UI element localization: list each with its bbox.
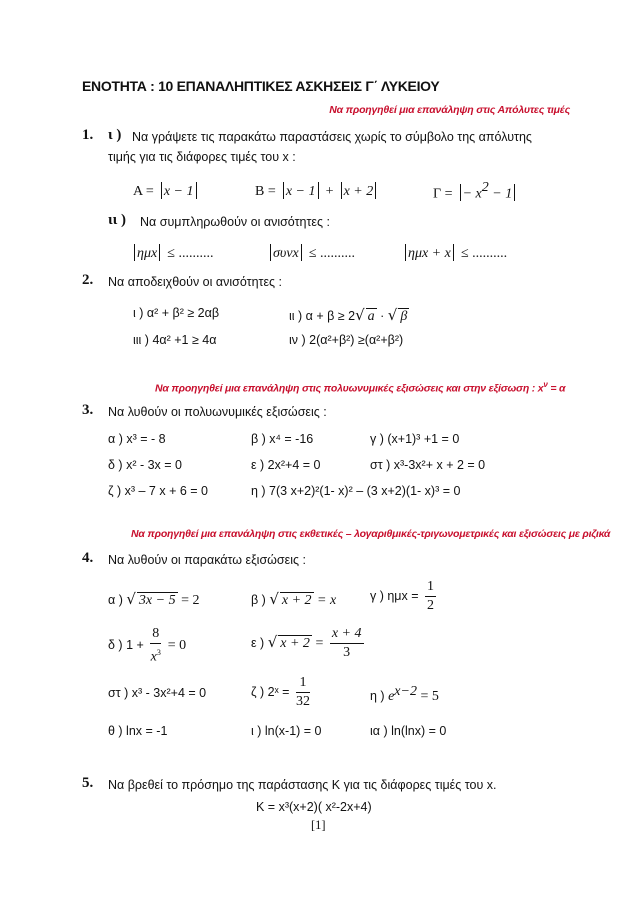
q4-b: β ) √ x + 2 = x (251, 590, 337, 608)
q4-e: ε ) √ x + 2 = $\frac{x + 4}{3}$ (251, 626, 362, 660)
note-exponential: Να προηγηθεί μια επανάληψη στις εκθετικές – λογαριθμικές-τριγωνομετρικές και εξισώσεις με ριζικά (131, 528, 611, 540)
q4-h: η ) $e^{x-2} = 5$ (370, 684, 439, 705)
q3-st: στ ) x³-3x²+ x + 2 = 0 (370, 458, 486, 472)
q5-number: 5. (82, 775, 94, 791)
q4-d: δ ) 1 + $\frac{8}{x^3}$ = 0 (108, 626, 187, 665)
inequality-3: ημx + x ≤ .......... (403, 242, 507, 262)
q1-part-ii: ιι ) (108, 212, 127, 228)
q3-a: α ) x³ = - 8 (108, 432, 166, 446)
expression-a: Α = x − 1 (133, 180, 199, 200)
q4-ia: ια ) ln(lnx) = 0 (370, 724, 447, 738)
q1-text2: Να συμπληρωθούν οι ανισότητες : (140, 215, 330, 229)
q2-text: Να αποδειχθούν οι ανισότητες : (108, 275, 282, 289)
q3-h: η ) 7(3 x+2)²(1- x)² – (3 x+2)(1- x)³ = 0 (251, 484, 461, 498)
q3-text: Να λυθούν οι πολυωνυμικές εξισώσεις : (108, 405, 327, 419)
q4-a: α ) √ 3x − 5 = 2 (108, 590, 200, 608)
q1-text-line1: Να γράψετε τις παρακάτω παραστάσεις χωρίς το σύμβολο της απόλυτης (132, 130, 532, 144)
page-title: ΕΝΟΤΗΤΑ : 10 ΕΠΑΝΑΛΗΠΤΙΚΕΣ ΑΣΚΗΣΕΙΣ Γ΄ ΛΥΚΕΙΟΥ (82, 78, 440, 94)
q2-number: 2. (82, 272, 94, 288)
q2-i: ι ) α² + β² ≥ 2αβ (133, 306, 220, 320)
q4-z: ζ ) 2ˣ = $\frac{1}{32}$ (251, 675, 310, 709)
q1-number: 1. (82, 127, 94, 143)
q4-st: στ ) x³ - 3x²+4 = 0 (108, 686, 207, 700)
note-absolute-values: Να προηγηθεί μια επανάληψη στις Απόλυτες τιμές (329, 104, 570, 116)
q2-ii: ιι ) α + β ≥ 2√ a · √ β (289, 306, 408, 324)
expression-g: Γ = − $x^2 - 1$ (433, 180, 517, 202)
q3-d: δ ) x² - 3x = 0 (108, 458, 182, 472)
note-polynomial: Να προηγηθεί μια επανάληψη στις πολυωνυμικές εξισώσεις και στην εξίσωση : $x^\nu = \alpha$ (155, 380, 566, 395)
inequality-1: ημx ≤ .......... (132, 242, 213, 262)
q1-part-i: ι ) (108, 127, 122, 143)
expression-b: Β = x − 1 + x + 2 (255, 180, 378, 200)
q3-e: ε ) 2x²+4 = 0 (251, 458, 321, 472)
q2-iv: ιν ) 2(α²+β²) ≥(α²+β²) (289, 333, 404, 347)
q5-text: Να βρεθεί το πρόσημο της παράστασης Κ για τις διάφορες τιμές του x. (108, 778, 497, 792)
q5-expression: Κ = x³(x+2)( x²-2x+4) (256, 800, 372, 814)
q1-text-line2: τιμής για τις διάφορες τιμές του x : (108, 150, 296, 164)
page-number: [1] (311, 818, 326, 832)
q2-iii: ιιι ) 4α² +1 ≥ 4α (133, 333, 217, 347)
q3-z: ζ ) x³ – 7 x + 6 = 0 (108, 484, 208, 498)
q4-text: Να λυθούν οι παρακάτω εξισώσεις : (108, 553, 306, 567)
q3-c: γ ) (x+1)³ +1 = 0 (370, 432, 460, 446)
q4-c: γ ) ημx = $\frac{1}{2}$ (370, 579, 435, 613)
q3-b: β ) x⁴ = -16 (251, 432, 314, 446)
q4-number: 4. (82, 550, 94, 566)
q4-i: ι ) ln(x-1) = 0 (251, 724, 322, 738)
q4-th: θ ) lnx = -1 (108, 724, 168, 738)
inequality-2: συνx ≤ .......... (268, 242, 355, 262)
q3-number: 3. (82, 402, 94, 418)
